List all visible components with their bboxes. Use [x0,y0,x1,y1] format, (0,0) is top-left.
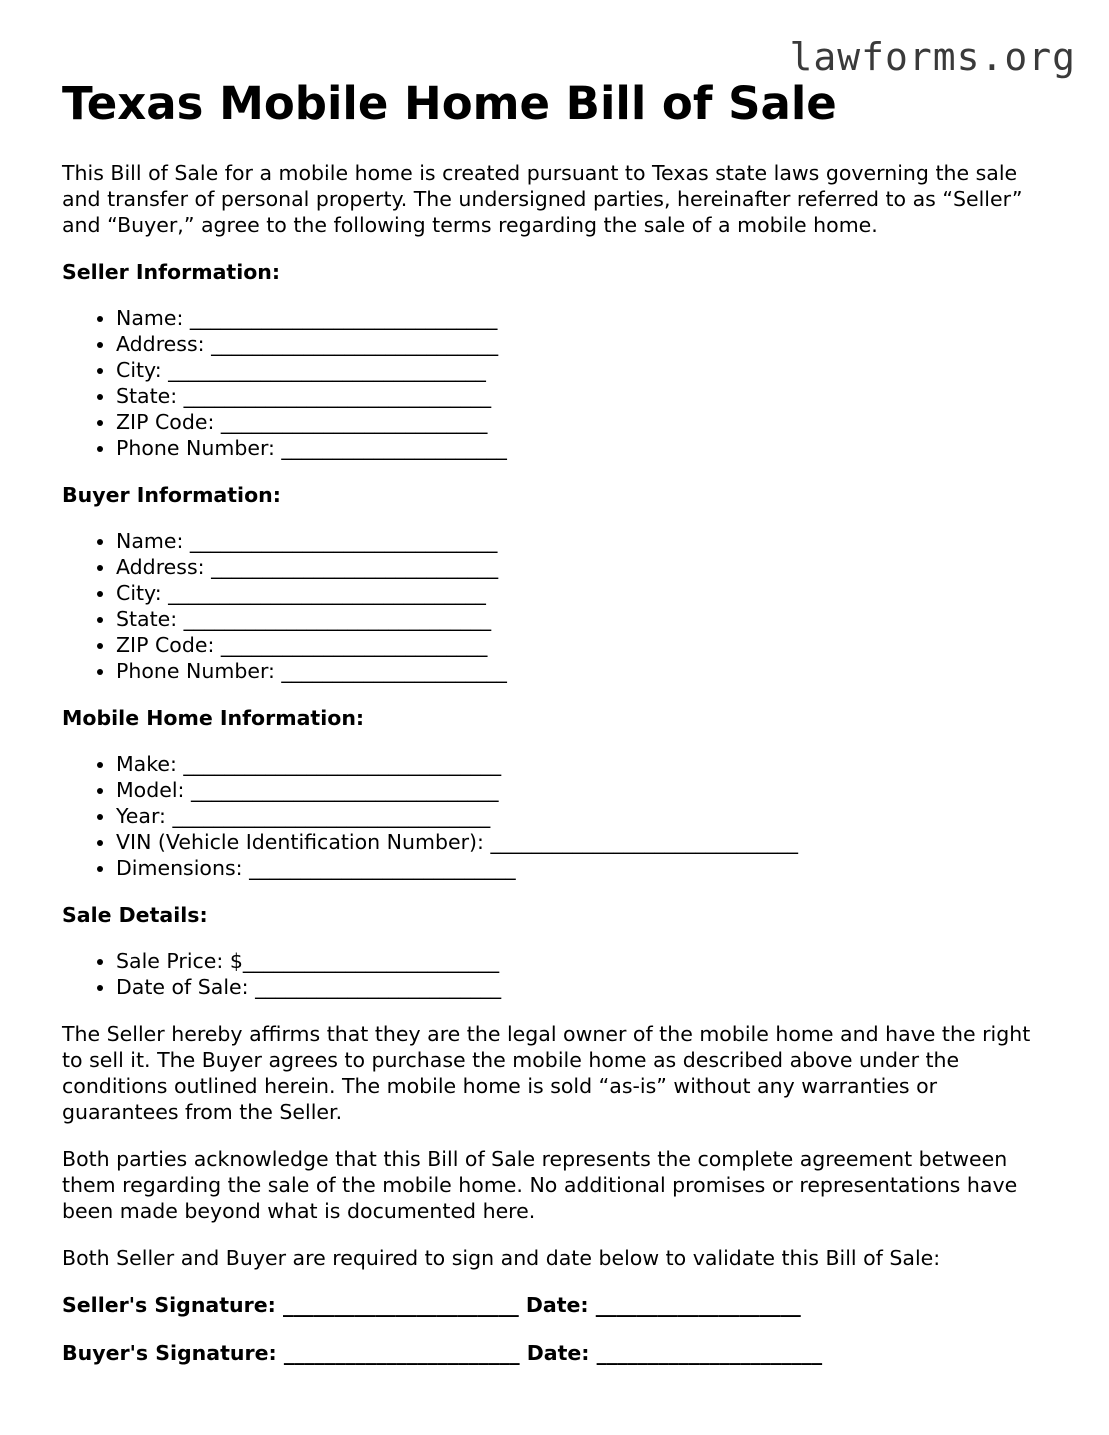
seller-name-field[interactable]: • Name: ______________________________ [116,305,1052,331]
intro-paragraph: This Bill of Sale for a mobile home is created pursuant to Texas state laws governing the sale and transfer of personal property. The undersigned parties, hereinafter referred to as “Seller” and “Buyer,” agree to the following terms regarding the sale of a mobile home. [62,161,1023,237]
home-vin-field[interactable]: • VIN (Vehicle Identification Number): ______________________________ [116,829,1052,855]
seller-signature-line[interactable]: Seller's Signature: _______________________ Date: ____________________ [62,1293,801,1317]
site-watermark: lawforms.org [789,35,1076,79]
seller-address-field[interactable]: • Address: ____________________________ [116,331,1052,357]
seller-city-field[interactable]: • City: _______________________________ [116,357,1052,383]
acknowledgement-paragraph: Both parties acknowledge that this Bill of Sale represents the complete agreement between them regarding the sale of the mobile home. No additional promises or representations have been made beyond what is documented here. [62,1147,1018,1223]
signing-instruction: Both Seller and Buyer are required to sign and date below to validate this Bill of Sale: [62,1246,941,1270]
seller-heading: Seller Information: [62,260,281,284]
home-year-field[interactable]: • Year: _______________________________ [116,803,1052,829]
home-dimensions-field[interactable]: • Dimensions: __________________________ [116,855,1052,881]
seller-section [62,259,1052,461]
buyer-section [62,482,1052,684]
buyer-phone-field[interactable]: • Phone Number: ______________________ [116,658,1052,684]
mobile-home-heading: Mobile Home Information: [62,706,365,730]
home-model-field[interactable]: • Model: ______________________________ [116,777,1052,803]
buyer-signature-line[interactable]: Buyer's Signature: _______________________ Date: ______________________ [62,1341,823,1365]
buyer-zip-field[interactable]: • ZIP Code: __________________________ [116,632,1052,658]
home-make-field[interactable]: • Make: _______________________________ [116,751,1052,777]
sale-details-fields [62,948,1052,1000]
affirmation-paragraph: The Seller hereby affirms that they are the legal owner of the mobile home and have the right to sell it. The Buyer agrees to purchase the mobile home as described above under the conditions outlined herein. The mobile home is sold “as-is” without any warranties or guarantees from the Seller. [62,1022,1031,1124]
document-title: Texas Mobile Home Bill of Sale [62,77,837,130]
mobile-home-section [62,705,1052,881]
buyer-city-field[interactable]: • City: _______________________________ [116,580,1052,606]
sale-details-heading: Sale Details: [62,903,208,927]
seller-fields [62,305,1052,461]
buyer-address-field[interactable]: • Address: ____________________________ [116,554,1052,580]
seller-zip-field[interactable]: • ZIP Code: __________________________ [116,409,1052,435]
buyer-fields [62,528,1052,684]
seller-phone-field[interactable]: • Phone Number: ______________________ [116,435,1052,461]
document-body [62,160,1052,1388]
sale-price-field[interactable]: • Sale Price: $_________________________ [116,948,1052,974]
sale-details-section [62,902,1052,1000]
buyer-state-field[interactable]: • State: ______________________________ [116,606,1052,632]
mobile-home-fields [62,751,1052,881]
buyer-name-field[interactable]: • Name: ______________________________ [116,528,1052,554]
sale-date-field[interactable]: • Date of Sale: ________________________ [116,974,1052,1000]
buyer-heading: Buyer Information: [62,483,281,507]
seller-state-field[interactable]: • State: ______________________________ [116,383,1052,409]
